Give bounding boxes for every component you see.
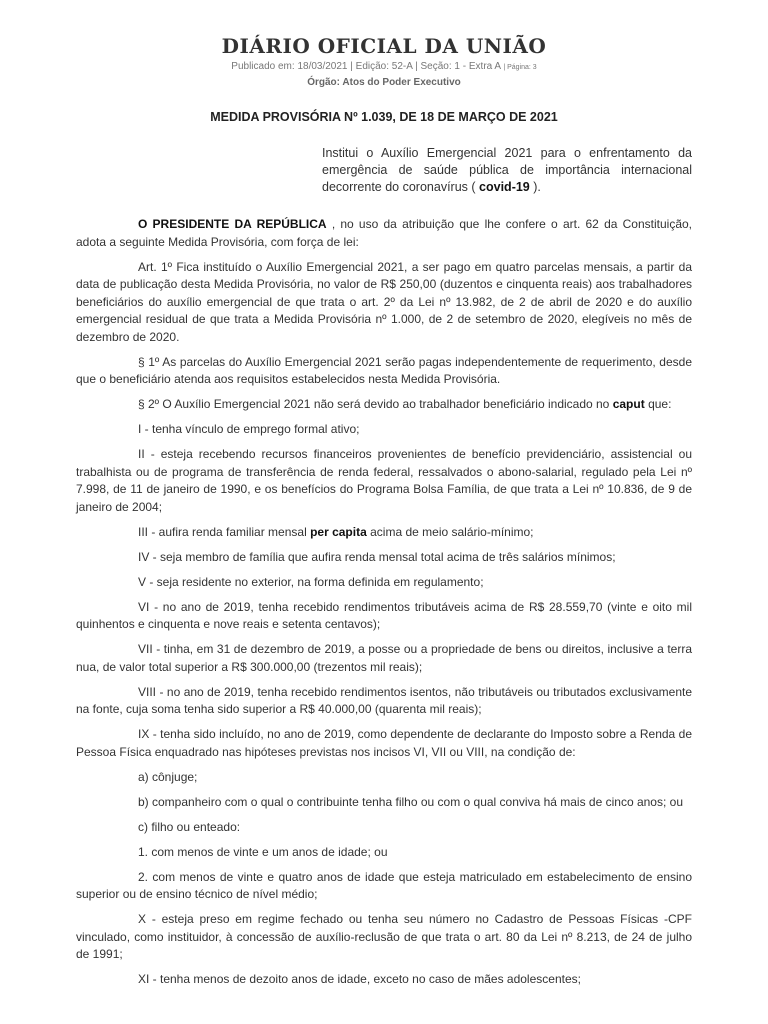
paragraph-2-end: que:	[648, 397, 672, 411]
inciso-11: XI - tenha menos de dezoito anos de idade, exceto no caso de mães adolescentes;	[138, 972, 581, 986]
item-2: 2. com menos de vinte e quatro anos de idade que esteja matriculado em estabelecimento de ensino superior ou de ensino técnico de nível médio;	[76, 869, 692, 901]
item-1: 1. com menos de vinte e um anos de idade; ou	[138, 844, 388, 859]
paragraph-2-text: § 2º O Auxílio Emergencial 2021 não será devido ao trabalhador beneficiário indicado no	[138, 397, 610, 411]
paragraph-1: § 1º As parcelas do Auxílio Emergencial 2021 serão pagas independentemente de requerimento, desde que o beneficiário atenda aos requisitos estabelecidos nesta Medida Provisória.	[76, 354, 692, 386]
page-number: | Página: 3	[503, 64, 537, 71]
ementa-bold: covid-19	[479, 180, 530, 194]
inciso-4: IV - seja membro de família que aufira renda mensal total acima de três salários mínimos;	[138, 549, 616, 564]
publication-info	[0, 61, 768, 72]
preamble	[76, 216, 692, 251]
article-1: Art. 1º Fica instituído o Auxílio Emergencial 2021, a ser pago em quatro parcelas mensais, a partir da data de publicação desta Medida Provisória, no valor de R$ 250,00 (duzentos e cinquenta reais) aos trabalhadores beneficiários do auxílio emergencial de que trata o art. 2º da Lei nº 13.982, de 2 de abril de 2020 e do auxílio emergencial residual de que trata a Medida Provisória nº 1.000, de 2 de setembro de 2020, elegíveis no mês de dezembro de 2020.	[76, 259, 692, 344]
masthead-title: DIÁRIO OFICIAL DA UNIÃO	[221, 34, 547, 58]
ementa-text: Institui o Auxílio Emergencial 2021 para o enfrentamento da emergência de saúde pública de importância internacional decorrente do coronavírus (	[322, 146, 692, 194]
inciso-3	[76, 524, 692, 542]
paragraph-2	[76, 396, 692, 414]
inciso-3-end: acima de meio salário-mínimo;	[370, 524, 534, 539]
inciso-10: X - esteja preso em regime fechado ou tenha seu número no Cadastro de Pessoas Físicas -CPF vinculado, como instituidor, à concessão de auxílio-reclusão de que trata o art. 80 da Lei nº 8.213, de 24 de julho de 1991;	[76, 912, 692, 961]
publication-details: Publicado em: 18/03/2021 | Edição: 52-A | Seção: 1 - Extra A	[231, 61, 501, 72]
issuing-body: Órgão: Atos do Poder Executivo	[307, 77, 461, 88]
alinea-b: b) companheiro com o qual o contribuinte tenha filho ou com o qual conviva há mais de cinco anos; ou	[138, 794, 683, 809]
ementa-end: ).	[533, 180, 541, 194]
paragraph-2-bold: caput	[612, 397, 645, 411]
inciso-3-text: III - aufira renda familiar mensal	[138, 524, 307, 539]
inciso-7: VII - tinha, em 31 de dezembro de 2019, a posse ou a propriedade de bens ou direitos, inclusive a terra nua, de valor total superior a R$ 300.000,00 (trezentos mil reais);	[76, 642, 692, 674]
inciso-2: II - esteja recebendo recursos financeiros provenientes de benefício previdenciário, assistencial ou trabalhista ou de programa de transferência de renda federal, ressalvados o abono-salarial, regulado pela Lei nº 7.998, de 11 de janeiro de 1990, e os benefícios do Programa Bolsa Família, de que trata a Lei nº 10.836, de 9 de janeiro de 2004;	[76, 447, 692, 514]
ementa	[322, 145, 692, 196]
inciso-6: VI - no ano de 2019, tenha recebido rendimentos tributáveis acima de R$ 28.559,70 (vinte e oito mil quinhentos e cinquenta e nove reais e setenta centavos);	[76, 599, 692, 631]
inciso-1: I - tenha vínculo de emprego formal ativo;	[138, 422, 360, 436]
document-title: MEDIDA PROVISÓRIA Nº 1.039, DE 18 DE MARÇO DE 2021	[210, 110, 558, 124]
inciso-5: V - seja residente no exterior, na forma definida em regulamento;	[138, 574, 484, 589]
inciso-8: VIII - no ano de 2019, tenha recebido rendimentos isentos, não tributáveis ou tributados exclusivamente na fonte, cuja soma tenha sido superior a R$ 40.000,00 (quarenta mil reais);	[76, 684, 692, 716]
preamble-text: , no uso da atribuição que lhe confere o art. 62 da Constituição, adota a seguinte Medida Provisória, com força de lei:	[76, 217, 693, 249]
inciso-3-bold: per capita	[310, 524, 367, 539]
preamble-bold: O PRESIDENTE DA REPÚBLICA	[138, 217, 327, 231]
alinea-a: a) cônjuge;	[138, 769, 198, 784]
inciso-9: IX - tenha sido incluído, no ano de 2019, como dependente de declarante do Imposto sobre a Renda de Pessoa Física enquadrado nas hipóteses previstas nos incisos VI, VII ou VIII, na condição de:	[76, 727, 692, 759]
alinea-c: c) filho ou enteado:	[138, 819, 241, 834]
document-body	[76, 216, 692, 996]
